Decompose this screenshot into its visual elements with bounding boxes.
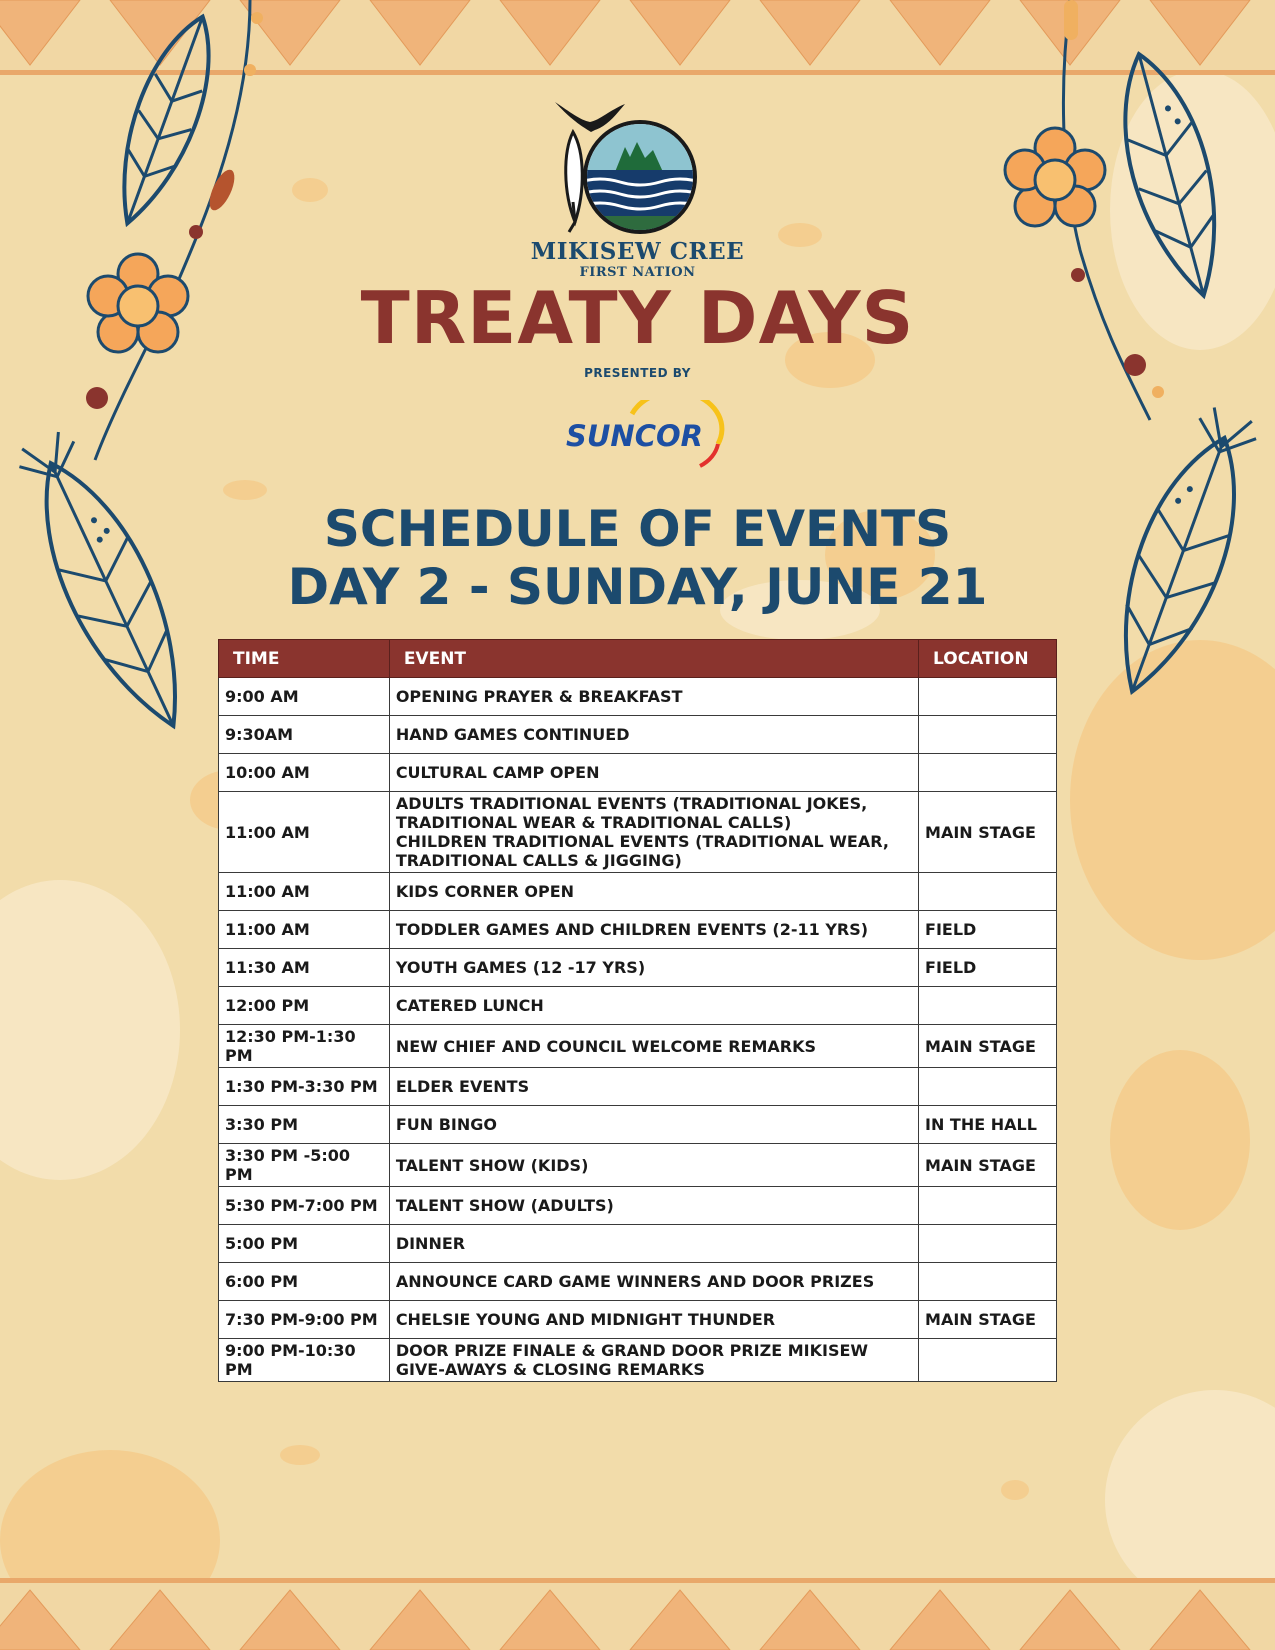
event-line: ANNOUNCE CARD GAME WINNERS AND DOOR PRIZES bbox=[395, 1272, 875, 1291]
event-line: NEW CHIEF AND COUNCIL WELCOME REMARKS bbox=[395, 1036, 817, 1056]
table-row bbox=[219, 1263, 1057, 1301]
row-time: 10:00 AM bbox=[219, 754, 390, 792]
row-location bbox=[919, 1339, 1057, 1382]
event-line: DINNER bbox=[395, 1234, 466, 1253]
row-time: 11:30 AM bbox=[219, 949, 390, 987]
row-event bbox=[389, 1225, 918, 1263]
row-location bbox=[919, 1187, 1057, 1225]
table-row bbox=[219, 678, 1057, 716]
header-event: EVENT bbox=[389, 640, 918, 678]
row-event bbox=[389, 1068, 918, 1106]
row-event bbox=[389, 678, 918, 716]
event-line: TALENT SHOW (KIDS) bbox=[395, 1155, 589, 1175]
table-row bbox=[219, 1339, 1057, 1382]
event-line: HAND GAMES CONTINUED bbox=[395, 725, 630, 744]
row-time: 3:30 PM -5:00 PM bbox=[219, 1144, 390, 1187]
row-location bbox=[919, 1068, 1057, 1106]
table-row bbox=[219, 1068, 1057, 1106]
sponsor-name: SUNCOR bbox=[566, 419, 703, 453]
table-row bbox=[219, 1025, 1057, 1068]
event-line: KIDS CORNER OPEN bbox=[395, 882, 575, 901]
event-line: ADULTS TRADITIONAL EVENTS (TRADITIONAL JOKES, TRADITIONAL WEAR & TRADITIONAL CALLS) bbox=[395, 794, 868, 832]
row-time: 12:00 PM bbox=[219, 987, 390, 1025]
row-location: MAIN STAGE bbox=[919, 1025, 1057, 1068]
row-time: 9:00 AM bbox=[219, 678, 390, 716]
event-title: TREATY DAYS bbox=[360, 276, 915, 360]
row-time: 9:30AM bbox=[219, 716, 390, 754]
table-row bbox=[219, 1225, 1057, 1263]
table-row bbox=[219, 716, 1057, 754]
row-event bbox=[389, 911, 918, 949]
table-row bbox=[219, 987, 1057, 1025]
schedule-date-heading: DAY 2 - SUNDAY, JUNE 21 bbox=[287, 558, 988, 616]
organization-name: MIKISEW CREE bbox=[530, 238, 745, 265]
table-row bbox=[219, 1301, 1057, 1339]
header-location: LOCATION bbox=[919, 640, 1057, 678]
row-time: 11:00 AM bbox=[219, 873, 390, 911]
row-time: 3:30 PM bbox=[219, 1106, 390, 1144]
table-row bbox=[219, 1144, 1057, 1187]
event-line: CATERED LUNCH bbox=[395, 996, 544, 1015]
row-time: 1:30 PM-3:30 PM bbox=[219, 1068, 390, 1106]
row-location bbox=[919, 1263, 1057, 1301]
schedule-heading: SCHEDULE OF EVENTS bbox=[323, 500, 952, 558]
row-event bbox=[389, 1301, 918, 1339]
table-row bbox=[219, 949, 1057, 987]
row-location bbox=[919, 873, 1057, 911]
event-line: TALENT SHOW (ADULTS) bbox=[395, 1196, 614, 1215]
row-event bbox=[389, 1144, 918, 1187]
event-line: YOUTH GAMES (12 -17 YRS) bbox=[395, 958, 646, 977]
row-event bbox=[389, 716, 918, 754]
row-event bbox=[389, 1106, 918, 1144]
row-time: 6:00 PM bbox=[219, 1263, 390, 1301]
row-event bbox=[389, 987, 918, 1025]
event-line: ELDER EVENTS bbox=[395, 1077, 530, 1096]
row-location bbox=[919, 678, 1057, 716]
row-location: MAIN STAGE bbox=[919, 1144, 1057, 1187]
table-row bbox=[219, 754, 1057, 792]
row-time: 5:00 PM bbox=[219, 1225, 390, 1263]
table-row bbox=[219, 1106, 1057, 1144]
row-event bbox=[389, 873, 918, 911]
row-time: 5:30 PM-7:00 PM bbox=[219, 1187, 390, 1225]
row-location: FIELD bbox=[919, 911, 1057, 949]
row-event bbox=[389, 949, 918, 987]
flower-icon bbox=[1005, 128, 1105, 226]
row-event bbox=[389, 1263, 918, 1301]
event-line: TODDLER GAMES AND CHILDREN EVENTS (2-11 YRS) bbox=[395, 920, 869, 939]
row-location bbox=[919, 754, 1057, 792]
row-event bbox=[389, 1339, 918, 1382]
row-location: MAIN STAGE bbox=[919, 1301, 1057, 1339]
schedule-table bbox=[218, 639, 1057, 1382]
table-row bbox=[219, 792, 1057, 873]
row-location: MAIN STAGE bbox=[919, 792, 1057, 873]
row-location: FIELD bbox=[919, 949, 1057, 987]
presented-by-label: PRESENTED BY bbox=[584, 366, 691, 380]
event-line: OPENING PRAYER & BREAKFAST bbox=[395, 687, 683, 706]
row-event bbox=[389, 754, 918, 792]
row-event bbox=[389, 1025, 918, 1068]
row-location: IN THE HALL bbox=[919, 1106, 1057, 1144]
event-line: CHELSIE YOUNG AND MIDNIGHT THUNDER bbox=[395, 1310, 776, 1329]
event-line: CHILDREN TRADITIONAL EVENTS (TRADITIONAL WEAR, TRADITIONAL CALLS & JIGGING) bbox=[395, 832, 889, 870]
row-location bbox=[919, 1225, 1057, 1263]
feather-icon bbox=[566, 132, 583, 232]
organization-logo bbox=[545, 92, 705, 244]
event-line: DOOR PRIZE FINALE & GRAND DOOR PRIZE MIKISEW GIVE-AWAYS & CLOSING REMARKS bbox=[395, 1341, 869, 1379]
row-location bbox=[919, 987, 1057, 1025]
row-location bbox=[919, 716, 1057, 754]
row-time: 9:00 PM-10:30 PM bbox=[219, 1339, 390, 1382]
row-time: 7:30 PM-9:00 PM bbox=[219, 1301, 390, 1339]
event-line: FUN BINGO bbox=[395, 1115, 497, 1134]
table-header-row bbox=[219, 640, 1057, 678]
event-line: CULTURAL CAMP OPEN bbox=[395, 763, 600, 782]
row-time: 12:30 PM-1:30 PM bbox=[219, 1025, 390, 1068]
table-row bbox=[219, 911, 1057, 949]
row-event bbox=[389, 792, 918, 873]
row-time: 11:00 AM bbox=[219, 792, 390, 873]
row-event bbox=[389, 1187, 918, 1225]
table-row bbox=[219, 873, 1057, 911]
header-time: TIME bbox=[219, 640, 390, 678]
table-row bbox=[219, 1187, 1057, 1225]
row-time: 11:00 AM bbox=[219, 911, 390, 949]
organization-subtitle: FIRST NATION bbox=[579, 265, 696, 280]
